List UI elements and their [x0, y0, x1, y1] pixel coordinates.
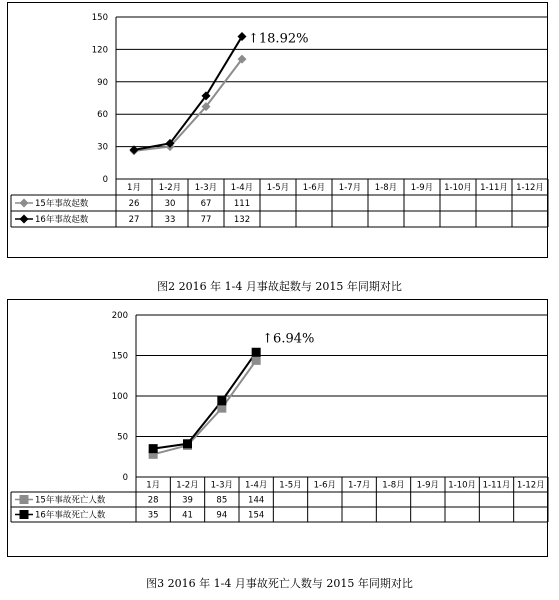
y-tick-label: 60: [97, 110, 108, 121]
category-label: 1-7月: [338, 183, 362, 193]
table-value: 35: [147, 510, 159, 521]
category-label: 1-7月: [347, 480, 371, 491]
table-value: 26: [128, 199, 140, 209]
category-label: 1-12月: [516, 480, 545, 491]
table-value: 27: [128, 215, 140, 225]
legend-label: 15年事故起数: [35, 199, 89, 209]
category-label: 1-11月: [480, 183, 508, 193]
y-tick-label: 90: [97, 77, 108, 88]
category-label: 1-3月: [194, 183, 218, 193]
growth-annotation: ↑6.94%: [262, 331, 315, 347]
growth-annotation: ↑18.92%: [248, 31, 309, 47]
data-point: [149, 444, 158, 453]
y-tick-label: 200: [111, 311, 128, 321]
category-label: 1-8月: [382, 480, 405, 491]
accident-count-chart-svg: [8, 3, 549, 259]
fatality-count-chart-svg: [8, 300, 549, 558]
data-point: [183, 439, 192, 448]
table-value: 28: [147, 495, 159, 506]
category-label: 1-3月: [210, 480, 234, 491]
table-value: 132: [233, 215, 251, 225]
category-label: 1月: [146, 480, 161, 491]
legend-label: 16年事故起数: [35, 215, 89, 225]
category-label: 1-6月: [313, 480, 337, 491]
table-value: 33: [164, 215, 176, 225]
y-tick-label: 100: [111, 392, 128, 402]
category-label: 1-4月: [230, 183, 254, 193]
legend-marker: [20, 510, 29, 519]
category-label: 1-11月: [482, 480, 511, 491]
category-label: 1-2月: [158, 183, 182, 193]
data-point: [217, 396, 226, 405]
fatality-count-chart: [7, 299, 548, 557]
accident-count-caption: 图2 2016 年 1-4 月事故起数与 2015 年同期对比: [157, 280, 402, 293]
category-label: 1-9月: [410, 183, 434, 193]
category-label: 1-9月: [416, 480, 440, 491]
y-tick-label: 30: [97, 142, 108, 153]
table-value: 77: [200, 215, 212, 225]
accident-count-chart: [7, 2, 548, 258]
category-label: 1-2月: [176, 480, 199, 491]
y-tick-label: 120: [91, 45, 108, 56]
table-value: 111: [233, 199, 251, 209]
data-point: [252, 348, 261, 357]
category-label: 1-6月: [302, 183, 326, 193]
series-line: [134, 59, 242, 151]
series-line: [134, 36, 242, 149]
y-tick-label: 0: [122, 473, 128, 483]
legend-marker: [20, 495, 29, 504]
legend-marker: [20, 199, 29, 208]
legend-label: 16年事故死亡人数: [35, 510, 106, 521]
table-value: 94: [216, 510, 228, 521]
data-point: [238, 32, 247, 41]
category-label: 1-12月: [516, 183, 544, 193]
table-value: 41: [182, 510, 193, 521]
y-tick-label: 50: [117, 432, 128, 443]
table-value: 39: [182, 495, 193, 506]
table-value: 154: [248, 510, 265, 521]
series-line: [153, 352, 256, 448]
y-tick-label: 150: [111, 351, 128, 362]
fatality-count-caption: 图3 2016 年 1-4 月事故死亡人数与 2015 年同期对比: [146, 577, 413, 590]
y-tick-label: 150: [91, 13, 108, 23]
data-point: [252, 356, 261, 365]
table-value: 144: [248, 495, 265, 506]
category-label: 1-10月: [448, 480, 477, 491]
table-value: 67: [200, 199, 212, 209]
legend-marker: [20, 215, 29, 224]
category-label: 1-8月: [374, 183, 398, 193]
category-label: 1-4月: [244, 480, 268, 491]
category-label: 1-10月: [444, 183, 472, 193]
category-label: 1-5月: [266, 183, 290, 193]
category-label: 1月: [127, 183, 141, 193]
legend-label: 15年事故死亡人数: [35, 495, 106, 506]
table-value: 30: [164, 199, 176, 209]
y-tick-label: 0: [102, 175, 108, 185]
category-label: 1-5月: [279, 480, 302, 491]
table-value: 85: [216, 495, 228, 506]
